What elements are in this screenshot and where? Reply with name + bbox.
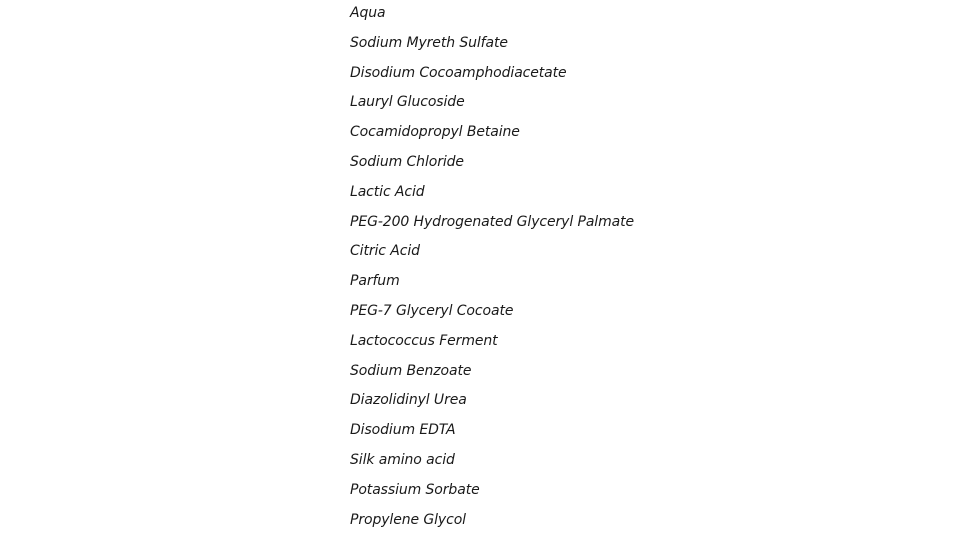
- ingredient-item: Propylene Glycol: [350, 511, 466, 528]
- ingredient-item: Parfum: [350, 273, 400, 290]
- ingredient-item: Disodium Cocoamphodiacetate: [350, 64, 567, 81]
- ingredient-item: Lauryl Glucoside: [350, 94, 465, 111]
- ingredient-item: Potassium Sorbate: [350, 481, 480, 498]
- ingredient-item: Sodium Myreth Sulfate: [350, 34, 508, 51]
- ingredient-list: [350, 0, 634, 536]
- ingredient-item: PEG-200 Hydrogenated Glyceryl Palmate: [350, 213, 635, 230]
- ingredient-item: PEG-7 Glyceryl Cocoate: [350, 302, 514, 319]
- ingredient-item: Lactococcus Ferment: [350, 332, 498, 349]
- ingredient-item: Silk amino acid: [350, 451, 455, 468]
- ingredient-item: Cocamidopropyl Betaine: [350, 124, 520, 141]
- ingredient-item: Citric Acid: [350, 243, 420, 260]
- ingredient-item: Sodium Chloride: [350, 153, 464, 170]
- ingredient-item: Aqua: [350, 5, 386, 21]
- ingredient-item: Disodium EDTA: [350, 422, 456, 439]
- ingredient-item: Sodium Benzoate: [350, 362, 472, 379]
- ingredient-item: Diazolidinyl Urea: [350, 392, 467, 409]
- ingredient-item: Lactic Acid: [350, 183, 425, 200]
